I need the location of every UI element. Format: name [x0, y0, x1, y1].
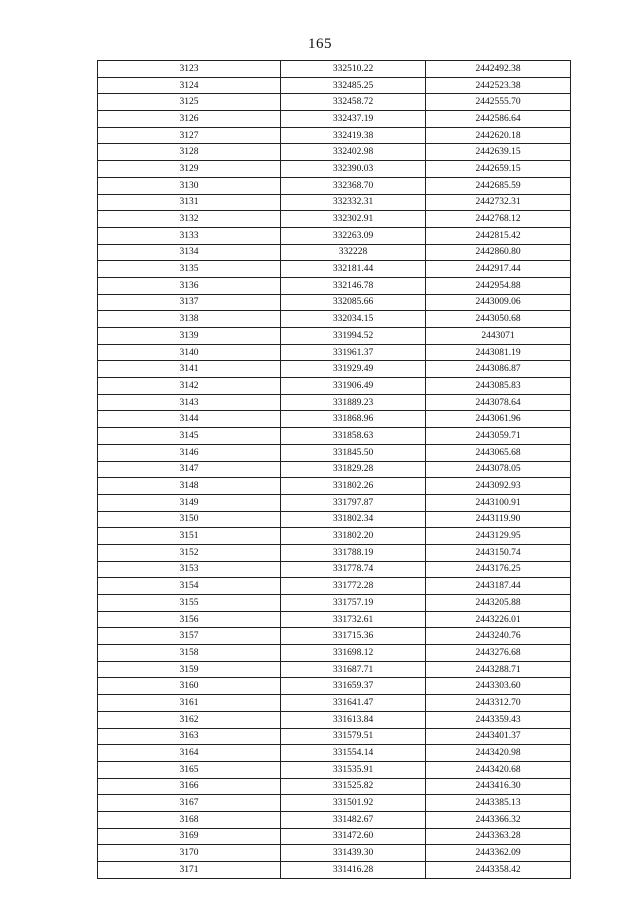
x-coordinate-cell: 331858.63: [281, 428, 426, 445]
y-coordinate-cell: 2442917.44: [426, 261, 571, 278]
x-coordinate-cell: 331889.23: [281, 394, 426, 411]
table-row: [98, 428, 571, 445]
table-row: [98, 811, 571, 828]
y-coordinate-cell: 2443420.98: [426, 745, 571, 762]
table-row: [98, 194, 571, 211]
table-row: [98, 144, 571, 161]
table-row: [98, 695, 571, 712]
x-coordinate-cell: 331732.61: [281, 611, 426, 628]
y-coordinate-cell: 2443061.96: [426, 411, 571, 428]
x-coordinate-cell: 331788.19: [281, 544, 426, 561]
x-coordinate-cell: 331778.74: [281, 561, 426, 578]
point-number-cell: 3137: [98, 294, 281, 311]
x-coordinate-cell: 331698.12: [281, 645, 426, 662]
y-coordinate-cell: 2443420.68: [426, 761, 571, 778]
y-coordinate-cell: 2443416.30: [426, 778, 571, 795]
y-coordinate-cell: 2443086.87: [426, 361, 571, 378]
y-coordinate-cell: 2443078.64: [426, 394, 571, 411]
point-number-cell: 3147: [98, 461, 281, 478]
table-row: [98, 828, 571, 845]
table-row: [98, 378, 571, 395]
table-row: [98, 862, 571, 879]
y-coordinate-cell: 2443362.09: [426, 845, 571, 862]
point-number-cell: 3164: [98, 745, 281, 762]
x-coordinate-cell: 332419.38: [281, 127, 426, 144]
x-coordinate-cell: 331715.36: [281, 628, 426, 645]
point-number-cell: 3145: [98, 428, 281, 445]
point-number-cell: 3144: [98, 411, 281, 428]
table-row: [98, 628, 571, 645]
point-number-cell: 3171: [98, 862, 281, 879]
point-number-cell: 3131: [98, 194, 281, 211]
y-coordinate-cell: 2443176.25: [426, 561, 571, 578]
point-number-cell: 3153: [98, 561, 281, 578]
point-number-cell: 3129: [98, 161, 281, 178]
y-coordinate-cell: 2443085.83: [426, 378, 571, 395]
point-number-cell: 3167: [98, 795, 281, 812]
y-coordinate-cell: 2442732.31: [426, 194, 571, 211]
y-coordinate-cell: 2443187.44: [426, 578, 571, 595]
x-coordinate-cell: 331439.30: [281, 845, 426, 862]
table-row: [98, 244, 571, 261]
table-row: [98, 211, 571, 228]
table-row: [98, 728, 571, 745]
y-coordinate-cell: 2443119.90: [426, 511, 571, 528]
y-coordinate-cell: 2443081.19: [426, 344, 571, 361]
point-number-cell: 3135: [98, 261, 281, 278]
y-coordinate-cell: 2443205.88: [426, 595, 571, 612]
y-coordinate-cell: 2443092.93: [426, 478, 571, 495]
y-coordinate-cell: 2443059.71: [426, 428, 571, 445]
point-number-cell: 3148: [98, 478, 281, 495]
x-coordinate-cell: 332228: [281, 244, 426, 261]
x-coordinate-cell: 332263.09: [281, 227, 426, 244]
y-coordinate-cell: 2442954.88: [426, 277, 571, 294]
point-number-cell: 3125: [98, 94, 281, 111]
y-coordinate-cell: 2443303.60: [426, 678, 571, 695]
point-number-cell: 3159: [98, 661, 281, 678]
table-row: [98, 494, 571, 511]
y-coordinate-cell: 2443366.32: [426, 811, 571, 828]
point-number-cell: 3139: [98, 328, 281, 345]
point-number-cell: 3157: [98, 628, 281, 645]
point-number-cell: 3149: [98, 494, 281, 511]
y-coordinate-cell: 2442523.38: [426, 77, 571, 94]
y-coordinate-cell: 2442860.80: [426, 244, 571, 261]
x-coordinate-cell: 331613.84: [281, 711, 426, 728]
table-row: [98, 328, 571, 345]
table-row: [98, 544, 571, 561]
y-coordinate-cell: 2443312.70: [426, 695, 571, 712]
x-coordinate-cell: 331994.52: [281, 328, 426, 345]
point-number-cell: 3163: [98, 728, 281, 745]
x-coordinate-cell: 332437.19: [281, 111, 426, 128]
table-row: [98, 227, 571, 244]
x-coordinate-cell: 332390.03: [281, 161, 426, 178]
y-coordinate-cell: 2443009.06: [426, 294, 571, 311]
x-coordinate-cell: 331868.96: [281, 411, 426, 428]
point-number-cell: 3140: [98, 344, 281, 361]
table-row: [98, 394, 571, 411]
point-number-cell: 3142: [98, 378, 281, 395]
y-coordinate-cell: 2443276.68: [426, 645, 571, 662]
point-number-cell: 3162: [98, 711, 281, 728]
point-number-cell: 3154: [98, 578, 281, 595]
y-coordinate-cell: 2443358.42: [426, 862, 571, 879]
y-coordinate-cell: 2442685.59: [426, 177, 571, 194]
table-row: [98, 411, 571, 428]
table-row: [98, 444, 571, 461]
point-number-cell: 3156: [98, 611, 281, 628]
table-row: [98, 277, 571, 294]
table-row: [98, 528, 571, 545]
table-row: [98, 595, 571, 612]
point-number-cell: 3170: [98, 845, 281, 862]
y-coordinate-cell: 2442492.38: [426, 61, 571, 78]
table-row: [98, 578, 571, 595]
y-coordinate-cell: 2442659.15: [426, 161, 571, 178]
x-coordinate-cell: 331772.28: [281, 578, 426, 595]
table-row: [98, 761, 571, 778]
point-number-cell: 3158: [98, 645, 281, 662]
point-number-cell: 3155: [98, 595, 281, 612]
x-coordinate-cell: 331687.71: [281, 661, 426, 678]
x-coordinate-cell: 332085.66: [281, 294, 426, 311]
point-number-cell: 3136: [98, 277, 281, 294]
point-number-cell: 3124: [98, 77, 281, 94]
point-number-cell: 3152: [98, 544, 281, 561]
table-row: [98, 161, 571, 178]
y-coordinate-cell: 2443078.05: [426, 461, 571, 478]
point-number-cell: 3127: [98, 127, 281, 144]
y-coordinate-cell: 2442639.15: [426, 144, 571, 161]
y-coordinate-cell: 2442620.18: [426, 127, 571, 144]
point-number-cell: 3143: [98, 394, 281, 411]
y-coordinate-cell: 2442768.12: [426, 211, 571, 228]
x-coordinate-cell: 331641.47: [281, 695, 426, 712]
point-number-cell: 3146: [98, 444, 281, 461]
table-row: [98, 478, 571, 495]
y-coordinate-cell: 2443050.68: [426, 311, 571, 328]
table-row: [98, 678, 571, 695]
table-row: [98, 561, 571, 578]
y-coordinate-cell: 2443100.91: [426, 494, 571, 511]
x-coordinate-cell: 331416.28: [281, 862, 426, 879]
table-row: [98, 344, 571, 361]
x-coordinate-cell: 331929.49: [281, 361, 426, 378]
x-coordinate-cell: 332485.25: [281, 77, 426, 94]
point-number-cell: 3151: [98, 528, 281, 545]
table-row: [98, 795, 571, 812]
table-row: [98, 127, 571, 144]
table-row: [98, 745, 571, 762]
x-coordinate-cell: 331659.37: [281, 678, 426, 695]
table-row: [98, 711, 571, 728]
point-number-cell: 3166: [98, 778, 281, 795]
table-row: [98, 311, 571, 328]
x-coordinate-cell: 332510.22: [281, 61, 426, 78]
y-coordinate-cell: 2443150.74: [426, 544, 571, 561]
point-number-cell: 3168: [98, 811, 281, 828]
x-coordinate-cell: 331501.92: [281, 795, 426, 812]
point-number-cell: 3123: [98, 61, 281, 78]
table-row: [98, 294, 571, 311]
x-coordinate-cell: 331757.19: [281, 595, 426, 612]
point-number-cell: 3132: [98, 211, 281, 228]
page-number: 165: [308, 36, 332, 52]
table-row: [98, 511, 571, 528]
point-number-cell: 3150: [98, 511, 281, 528]
table-row: [98, 845, 571, 862]
y-coordinate-cell: 2443071: [426, 328, 571, 345]
x-coordinate-cell: 332034.15: [281, 311, 426, 328]
x-coordinate-cell: 331535.91: [281, 761, 426, 778]
table-row: [98, 61, 571, 78]
y-coordinate-cell: 2443385.13: [426, 795, 571, 812]
x-coordinate-cell: 331802.26: [281, 478, 426, 495]
x-coordinate-cell: 332332.31: [281, 194, 426, 211]
point-number-cell: 3128: [98, 144, 281, 161]
x-coordinate-cell: 331802.20: [281, 528, 426, 545]
table-row: [98, 611, 571, 628]
table-row: [98, 77, 571, 94]
table-row: [98, 361, 571, 378]
table-row: [98, 111, 571, 128]
point-number-cell: 3161: [98, 695, 281, 712]
table-row: [98, 661, 571, 678]
x-coordinate-cell: 332368.70: [281, 177, 426, 194]
y-coordinate-cell: 2443065.68: [426, 444, 571, 461]
table-row: [98, 645, 571, 662]
x-coordinate-cell: 331554.14: [281, 745, 426, 762]
point-number-cell: 3141: [98, 361, 281, 378]
table-row: [98, 177, 571, 194]
point-number-cell: 3134: [98, 244, 281, 261]
point-number-cell: 3160: [98, 678, 281, 695]
point-number-cell: 3138: [98, 311, 281, 328]
y-coordinate-cell: 2443288.71: [426, 661, 571, 678]
x-coordinate-cell: 331829.28: [281, 461, 426, 478]
x-coordinate-cell: 332181.44: [281, 261, 426, 278]
y-coordinate-cell: 2443359.43: [426, 711, 571, 728]
x-coordinate-cell: 331906.49: [281, 378, 426, 395]
point-number-cell: 3130: [98, 177, 281, 194]
point-number-cell: 3165: [98, 761, 281, 778]
x-coordinate-cell: 331525.82: [281, 778, 426, 795]
x-coordinate-cell: 332402.98: [281, 144, 426, 161]
table-row: [98, 94, 571, 111]
y-coordinate-cell: 2443129.95: [426, 528, 571, 545]
y-coordinate-cell: 2443240.76: [426, 628, 571, 645]
coordinate-table-body: [98, 61, 571, 879]
x-coordinate-cell: 331961.37: [281, 344, 426, 361]
y-coordinate-cell: 2443401.37: [426, 728, 571, 745]
x-coordinate-cell: 331482.67: [281, 811, 426, 828]
point-number-cell: 3133: [98, 227, 281, 244]
y-coordinate-cell: 2442815.42: [426, 227, 571, 244]
x-coordinate-cell: 331802.34: [281, 511, 426, 528]
x-coordinate-cell: 332146.78: [281, 277, 426, 294]
x-coordinate-cell: 331797.87: [281, 494, 426, 511]
x-coordinate-cell: 332302.91: [281, 211, 426, 228]
x-coordinate-cell: 331472.60: [281, 828, 426, 845]
table-row: [98, 261, 571, 278]
x-coordinate-cell: 332458.72: [281, 94, 426, 111]
table-row: [98, 778, 571, 795]
y-coordinate-cell: 2443363.28: [426, 828, 571, 845]
y-coordinate-cell: 2442586.64: [426, 111, 571, 128]
point-number-cell: 3126: [98, 111, 281, 128]
coordinate-table: [97, 60, 571, 879]
y-coordinate-cell: 2442555.70: [426, 94, 571, 111]
point-number-cell: 3169: [98, 828, 281, 845]
x-coordinate-cell: 331579.51: [281, 728, 426, 745]
y-coordinate-cell: 2443226.01: [426, 611, 571, 628]
x-coordinate-cell: 331845.50: [281, 444, 426, 461]
table-row: [98, 461, 571, 478]
